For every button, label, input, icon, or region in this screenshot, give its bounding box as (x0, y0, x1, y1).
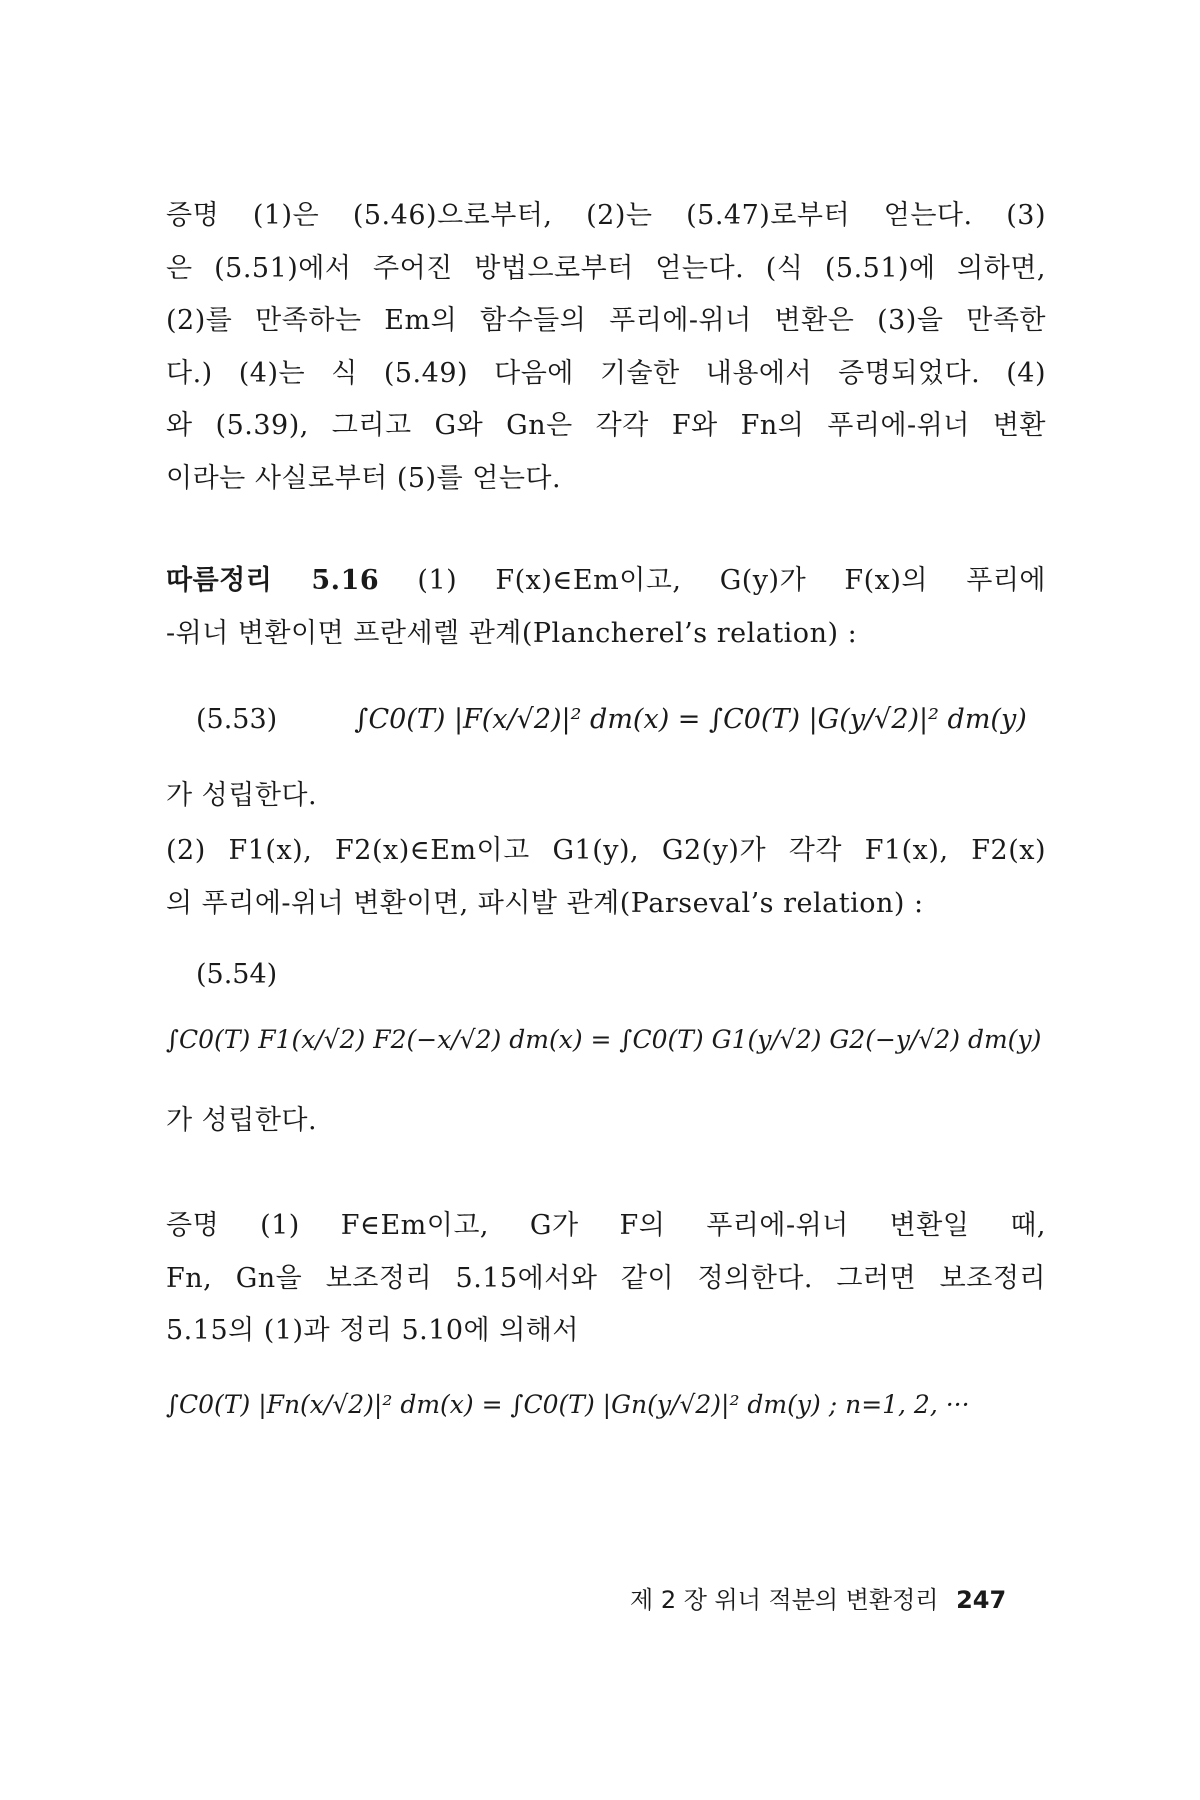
corollary-paragraph (166, 555, 1046, 660)
page-footer (630, 1580, 1006, 1615)
text-line: 은 (5.51)에서 주어진 방법으로부터 얻는다. (식 (5.51)에 의하면, (166, 252, 1046, 284)
text-line: 5.15의 (1)과 정리 5.10에 의해서 (166, 1315, 579, 1346)
text-line: 와 (5.39), 그리고 G와 Gn은 각각 F와 Fn의 푸리에-위너 변환 (166, 410, 1046, 441)
text-line: (1) F(x)∈Em이고, G(y)가 F(x)의 푸리에 (417, 565, 1046, 596)
formula: ∫C0(T) F1(x/√2) F2(−x/√2) dm(x) = ∫C0(T) G1(y/√2) G2(−y/√2) dm(y) (166, 1025, 1042, 1054)
text-line: 증명 (1) F∈Em이고, G가 F의 푸리에-위너 변환일 때, (166, 1210, 1046, 1241)
text-line: 증명 (1)은 (5.46)으로부터, (2)는 (5.47)로부터 얻는다. (3) (166, 200, 1046, 231)
text-line: (2) F1(x), F2(x)∈Em이고 G1(y), G2(y)가 각각 F1(x), F2(x) (166, 835, 1046, 866)
proof-paragraph-1 (166, 190, 1046, 505)
equation-5-54-number (196, 945, 277, 1005)
formula: ∫C0(T) |Fn(x/√2)|² dm(x) = ∫C0(T) |Gn(y/√2)|² dm(y) ; n=1, 2, ··· (166, 1390, 970, 1419)
equation-5-53 (196, 690, 1027, 750)
equation-number: (5.54) (196, 959, 278, 990)
corollary-label: 따름정리 5.16 (166, 565, 380, 596)
text-line: 가 성립한다. (166, 780, 318, 811)
text-line: 의 푸리에-위너 변환이면, 파시발 관계(Parseval’s relation) : (166, 887, 924, 919)
proof-paragraph-2 (166, 1200, 1046, 1358)
formula: ∫C0(T) |F(x/√2)|² dm(x) = ∫C0(T) |G(y/√2)|² dm(y) (354, 704, 1027, 735)
text-line: -위너 변환이면 프란세렐 관계(Plancherel’s relation) : (166, 617, 858, 649)
text-line: (2)를 만족하는 Em의 함수들의 푸리에-위너 변환은 (3)을 만족한 (166, 305, 1046, 336)
text-line: 가 성립한다. (166, 1105, 318, 1136)
text-line: 다.) (4)는 식 (5.49) 다음에 기술한 내용에서 증명되었다. (4) (166, 357, 1046, 389)
text-line: 이라는 사실로부터 (5)를 얻는다. (166, 462, 562, 494)
equation-final (166, 1375, 970, 1435)
page-number: 247 (956, 1586, 1007, 1614)
text-line: Fn, Gn을 보조정리 5.15에서와 같이 정의한다. 그러면 보조정리 (166, 1262, 1046, 1294)
equation-number: (5.53) (196, 704, 278, 735)
equation-5-54 (166, 1010, 1041, 1070)
chapter-title: 제 2 장 위너 적분의 변환정리 (630, 1586, 939, 1614)
holds-line-1 (166, 770, 1046, 823)
part2-paragraph (166, 825, 1046, 930)
holds-line-2 (166, 1095, 1046, 1148)
